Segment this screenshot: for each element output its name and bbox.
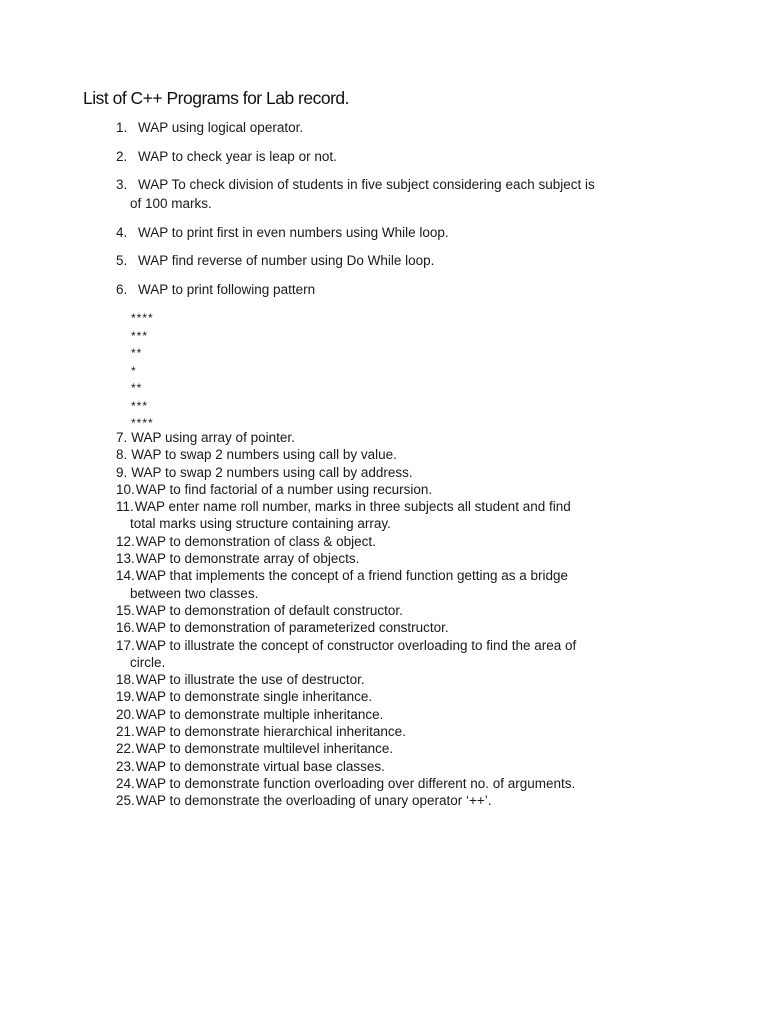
item-number: 4. — [116, 224, 128, 240]
pattern-row: **** — [131, 416, 154, 430]
item-number: 24. — [116, 775, 135, 791]
item-text: WAP to check year is leap or not. — [138, 148, 337, 164]
item-text: WAP to print first in even numbers using While loop. — [138, 224, 449, 240]
item-number: 3. — [116, 177, 128, 192]
item-number: 21. — [116, 724, 135, 740]
list-item — [116, 723, 676, 740]
item-text: WAP to demonstrate function overloading over different no. of arguments. — [135, 775, 576, 791]
item-text: WAP to demonstrate multiple inheritance. — [135, 706, 384, 722]
list-item — [116, 280, 676, 299]
item-number: 13. — [116, 551, 135, 567]
item-text: WAP to swap 2 numbers using call by value. — [131, 447, 397, 463]
item-text: WAP to illustrate the use of destructor. — [135, 672, 365, 688]
list-item — [116, 706, 676, 723]
list-item — [116, 792, 676, 809]
item-text: WAP using logical operator. — [138, 120, 304, 135]
list-item — [116, 498, 676, 515]
item-text: WAP to demonstrate array of objects. — [135, 551, 360, 567]
item-text: WAP To check division of students in five subject considering each subject is — [138, 177, 595, 192]
list-item — [116, 758, 676, 775]
item-text: WAP to demonstration of default constructor. — [135, 602, 403, 618]
list-item — [116, 688, 676, 705]
item-text: WAP find reverse of number using Do While loop. — [138, 253, 435, 268]
item-number: 20. — [116, 706, 135, 722]
item-text: WAP to demonstrate virtual base classes. — [135, 758, 385, 774]
item-text: WAP to find factorial of a number using recursion. — [135, 481, 433, 497]
list-item — [116, 481, 676, 498]
list-item — [116, 223, 676, 242]
list-item — [116, 446, 676, 463]
list-item — [116, 533, 676, 550]
item-number: 12. — [116, 533, 135, 549]
list-item — [116, 637, 676, 654]
list-item — [116, 775, 676, 792]
item-number: 6. — [116, 281, 128, 297]
item-number: 25. — [116, 793, 135, 809]
item-text: WAP to print following pattern — [138, 281, 316, 297]
item-number: 11. — [116, 499, 134, 515]
item-number: 14. — [116, 568, 135, 584]
item-text: WAP to illustrate the concept of constructor overloading to find the area of — [135, 637, 577, 653]
item-text: WAP to demonstrate single inheritance. — [135, 689, 373, 705]
list-item — [116, 619, 676, 636]
item-number: 8. — [116, 447, 128, 463]
item-text: WAP to demonstrate the overloading of unary operator ‘++’. — [135, 793, 492, 809]
item-text: WAP to demonstrate hierarchical inheritance. — [135, 724, 406, 740]
list-item — [116, 175, 676, 213]
item-number: 7. — [116, 430, 128, 445]
list-item — [116, 118, 676, 137]
item-text: WAP that implements the concept of a friend function getting as a bridge — [135, 568, 569, 584]
item-number: 5. — [116, 253, 128, 268]
item-number: 22. — [116, 741, 135, 757]
item-text: WAP to swap 2 numbers using call by address. — [131, 464, 413, 480]
item-number: 1. — [116, 120, 128, 135]
item-text-continued: total marks using structure containing array. — [130, 516, 391, 532]
pattern-row: *** — [131, 328, 149, 343]
pattern-row: ** — [131, 381, 143, 395]
item-number: 2. — [116, 148, 128, 164]
item-text: WAP to demonstration of class & object. — [135, 533, 376, 549]
list-item — [116, 550, 676, 567]
list-item — [116, 671, 676, 688]
list-item — [116, 429, 676, 446]
page-title: List of C++ Programs for Lab record. — [83, 88, 350, 108]
item-number: 18. — [116, 672, 135, 688]
list-item — [116, 740, 676, 757]
item-number: 10. — [116, 481, 135, 497]
pattern-row: ** — [131, 346, 143, 360]
star-pattern — [131, 310, 154, 433]
item-text: WAP to demonstration of parameterized constructor. — [135, 620, 449, 636]
item-text-continued: circle. — [130, 654, 166, 670]
item-number: 16. — [116, 620, 135, 636]
item-number: 19. — [116, 689, 135, 705]
item-number: 9. — [116, 464, 128, 480]
pattern-row: *** — [131, 398, 149, 413]
list-item — [116, 602, 676, 619]
item-text-continued: between two classes. — [130, 585, 259, 601]
item-text-continued: of 100 marks. — [130, 196, 212, 211]
program-list-top — [116, 118, 676, 308]
item-text: WAP using array of pointer. — [131, 430, 295, 445]
item-number: 15. — [116, 602, 135, 618]
list-item — [116, 251, 676, 270]
list-item — [116, 567, 676, 584]
list-item — [116, 464, 676, 481]
pattern-row: * — [131, 363, 137, 378]
program-list-bottom — [116, 429, 676, 810]
item-text: WAP to demonstrate multilevel inheritance. — [135, 741, 394, 757]
item-text: WAP enter name roll number, marks in three subjects all student and find — [134, 499, 571, 515]
item-number: 23. — [116, 758, 135, 774]
pattern-row: **** — [131, 311, 154, 325]
list-item — [116, 147, 676, 166]
item-number: 17. — [116, 637, 135, 653]
